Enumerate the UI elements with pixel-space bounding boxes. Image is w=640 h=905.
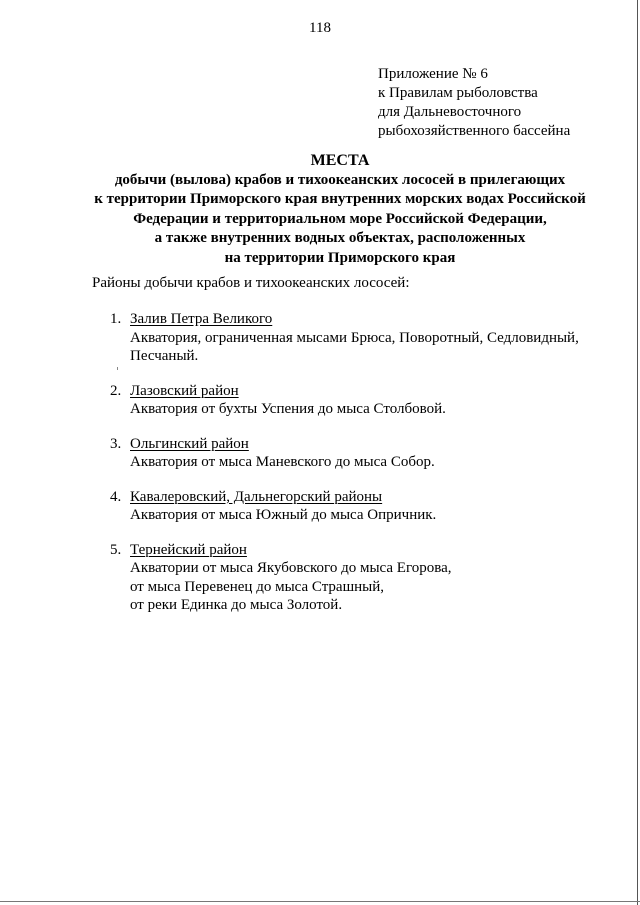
scan-edge-right bbox=[637, 0, 638, 905]
title-line: к территории Приморского края внутренних морских водах Российской bbox=[94, 191, 586, 207]
appendix-line: Приложение № 6 bbox=[378, 66, 488, 82]
scan-edge-bottom bbox=[0, 901, 640, 902]
area-description-line: Акватория от мыса Южный до мыса Опричник. bbox=[130, 507, 437, 523]
area-name: Кавалеровский, Дальнегорский районы bbox=[130, 488, 383, 505]
area-name: Лазовский район bbox=[130, 382, 239, 399]
list-item bbox=[110, 310, 579, 366]
item-number: 4. bbox=[110, 488, 122, 505]
item-body bbox=[130, 382, 446, 419]
item-body bbox=[130, 435, 435, 472]
document-title bbox=[40, 151, 640, 268]
area-description-line: Песчаный. bbox=[130, 348, 199, 364]
appendix-reference bbox=[378, 65, 570, 141]
area-description-line: Акватория от бухты Успения до мыса Столбовой. bbox=[130, 401, 446, 417]
item-body bbox=[130, 541, 452, 615]
item-number: 5. bbox=[110, 541, 122, 558]
title-line: на территории Приморского края bbox=[224, 249, 456, 266]
appendix-line: к Правилам рыболовства bbox=[378, 85, 538, 101]
scan-speck bbox=[117, 367, 118, 370]
item-body bbox=[130, 488, 436, 525]
appendix-line: для Дальневосточного bbox=[378, 104, 522, 120]
title-heading: МЕСТА bbox=[310, 152, 370, 169]
area-name: Залив Петра Великого bbox=[130, 311, 273, 327]
title-line: а также внутренних водных объектах, расположенных bbox=[154, 230, 526, 246]
appendix-line: рыбохозяйственного бассейна bbox=[378, 123, 571, 139]
item-number: 1. bbox=[110, 311, 122, 327]
area-description-line: от мыса Перевенец до мыса Страшный, bbox=[130, 578, 385, 595]
areas-list bbox=[110, 310, 579, 631]
area-description-line: Акватория от мыса Маневского до мыса Собор. bbox=[130, 454, 435, 470]
title-line: добычи (вылова) крабов и тихоокеанских лососей в прилегающих bbox=[114, 171, 566, 188]
area-description-line: Акватория, ограниченная мысами Брюса, Поворотный, Седловидный, bbox=[130, 329, 579, 346]
area-name: Ольгинский район bbox=[130, 435, 249, 452]
item-number: 2. bbox=[110, 382, 122, 399]
intro-text: Районы добычи крабов и тихоокеанских лососей: bbox=[92, 275, 410, 291]
area-description-line: Акватории от мыса Якубовского до мыса Егорова, bbox=[130, 560, 452, 576]
area-name: Тернейский район bbox=[130, 541, 247, 558]
page-number: 118 bbox=[309, 20, 331, 36]
item-body bbox=[130, 310, 579, 366]
item-number: 3. bbox=[110, 435, 122, 452]
list-item bbox=[110, 435, 579, 472]
area-description-line: от реки Единка до мыса Золотой. bbox=[130, 597, 343, 613]
list-item bbox=[110, 541, 579, 615]
list-item bbox=[110, 488, 579, 525]
title-line: Федерации и территориальном море Российской Федерации, bbox=[133, 210, 547, 227]
list-item bbox=[110, 382, 579, 419]
